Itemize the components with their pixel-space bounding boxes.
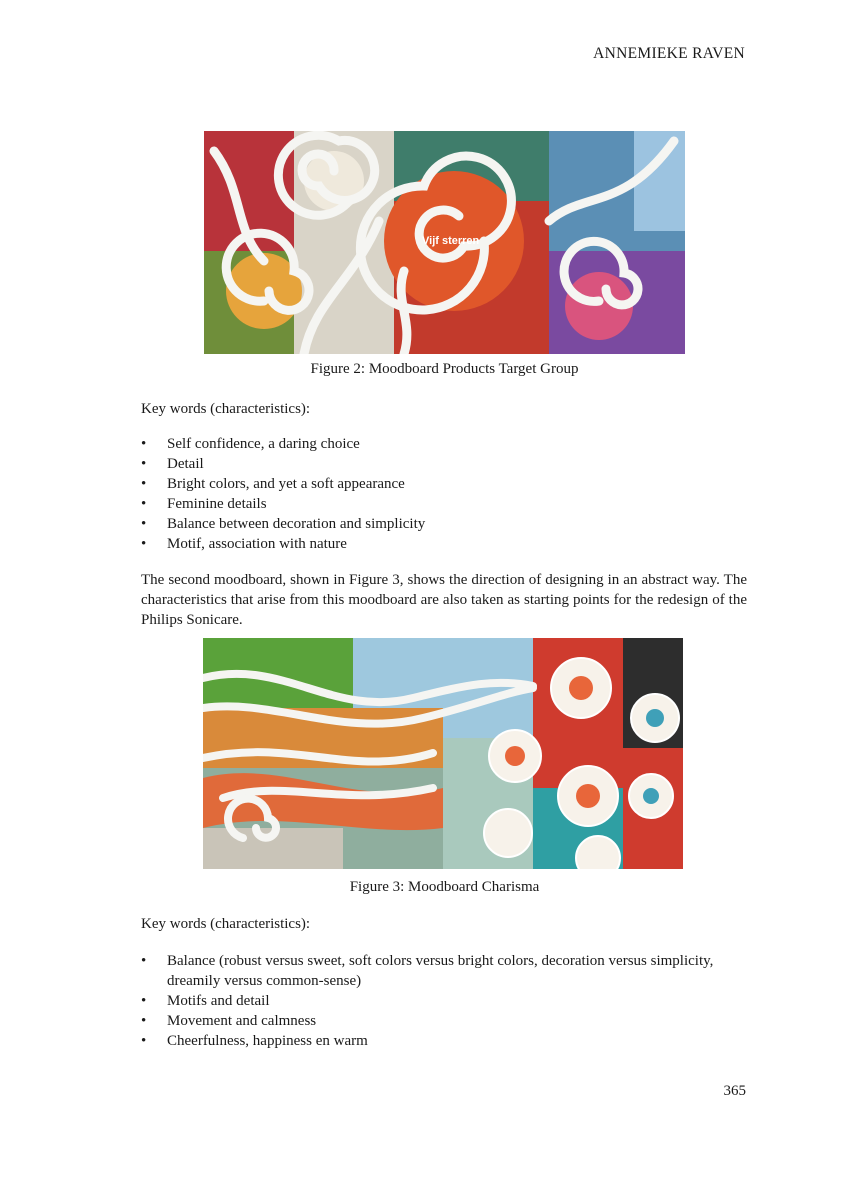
figure-3-caption: Figure 3: Moodboard Charisma (349, 879, 540, 895)
list-item-text: Cheerfulness, happiness en warm (167, 1033, 368, 1049)
figure-2-moodboard-image (204, 131, 685, 354)
bullet-dot: • (141, 1013, 147, 1029)
figure-2-caption: Figure 2: Moodboard Products Target Group (310, 361, 579, 377)
figure-2-collage-text: Vijf sterren (422, 235, 480, 247)
list-item (141, 951, 751, 991)
list-item (141, 991, 751, 1011)
list-item-text: Feminine details (167, 496, 267, 512)
keywords-heading-1: Key words (characteristics): (141, 401, 311, 417)
bullet-dot: • (141, 536, 147, 552)
list-item-text: Movement and calmness (167, 1013, 317, 1029)
list-item (141, 454, 751, 474)
list-item-text: Self confidence, a daring choice (167, 436, 360, 452)
bullet-dot: • (141, 1033, 147, 1049)
list-item (141, 474, 751, 494)
body-paragraph: The second moodboard, shown in Figure 3, shows the direction of designing in an abstract way. The characteristics that arise from this moodboard are also taken as starting points for the redesign of the Philips Sonicare. (141, 572, 747, 628)
list-item (141, 1031, 751, 1051)
list-item-text: Balance between decoration and simplicity (167, 516, 426, 532)
keywords-heading-2: Key words (characteristics): (141, 916, 311, 932)
list-item (141, 514, 751, 534)
keywords-list-1 (141, 434, 751, 554)
list-item-text: Bright colors, and yet a soft appearance (167, 476, 405, 492)
bullet-dot: • (141, 456, 147, 472)
bullet-dot: • (141, 436, 147, 452)
running-head: ANNEMIEKE RAVEN (593, 45, 745, 62)
figure-3-moodboard-image (203, 638, 683, 869)
list-item (141, 534, 751, 554)
list-item (141, 1011, 751, 1031)
list-item-text: Motifs and detail (167, 993, 270, 1009)
list-item-text: Balance (robust versus sweet, soft colors versus bright colors, decoration versus simplicity, dreamily versus common-sense) (167, 953, 714, 989)
list-item-text: Motif, association with nature (167, 536, 347, 552)
bullet-dot: • (141, 516, 147, 532)
bullet-dot: • (141, 476, 147, 492)
bullet-dot: • (141, 993, 147, 1009)
list-item-text: Detail (167, 456, 204, 472)
bullet-dot: • (141, 496, 147, 512)
page-number: 365 (723, 1083, 746, 1099)
keywords-list-2 (141, 951, 751, 1051)
list-item (141, 494, 751, 514)
bullet-dot: • (141, 953, 147, 969)
list-item (141, 434, 751, 454)
